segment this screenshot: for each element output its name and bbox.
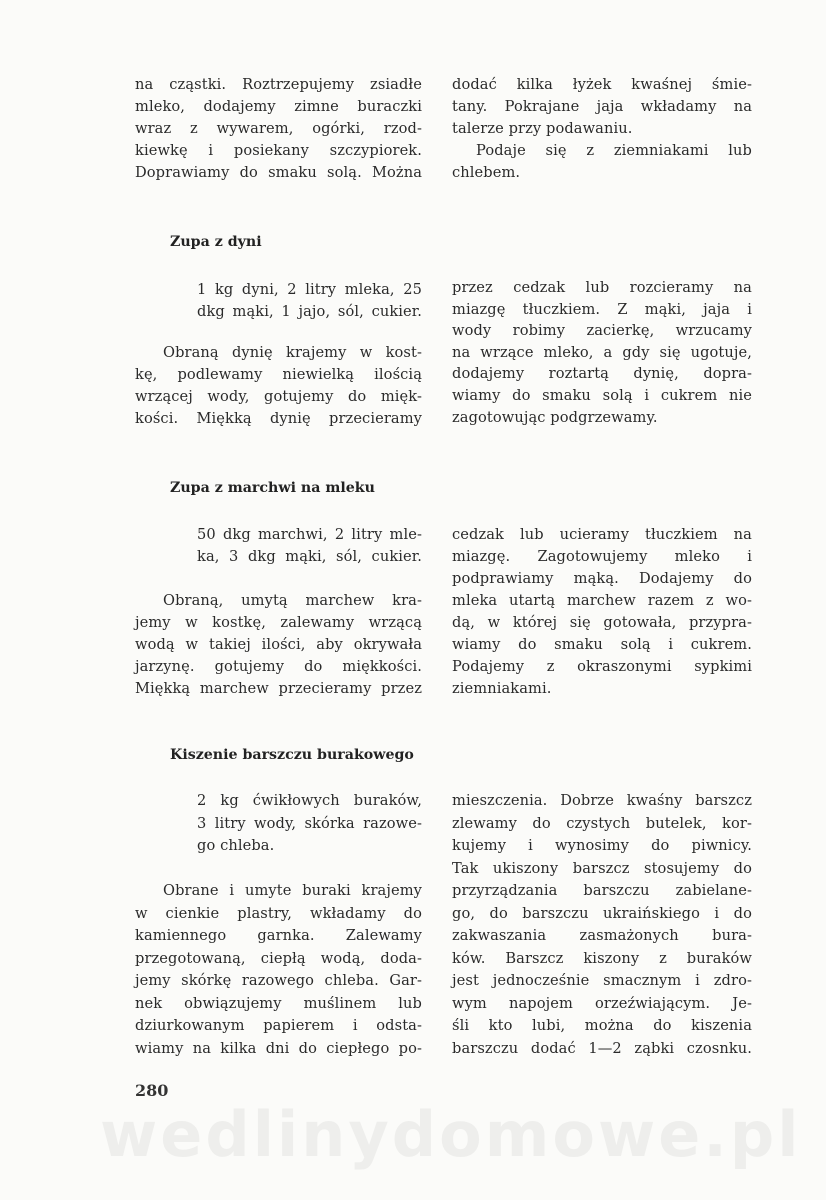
marchew-right-line: dą, w której się gotowała, przypra- xyxy=(452,614,752,631)
dynia-ingredients-line: 1 kg dyni, 2 litry mleka, 25 xyxy=(197,281,422,298)
barszcz-left-line: w cienkie plastry, wkładamy do xyxy=(135,904,422,922)
marchew-left-line: jemy w kostkę, zalewamy wrzącą xyxy=(135,614,422,631)
dynia-right-line: dodajemy roztartą dynię, dopra- xyxy=(452,365,752,383)
barszcz-left-line: kamiennego garnka. Zalewamy xyxy=(135,927,422,944)
barszcz-right-line: ków. Barszcz kiszony z buraków xyxy=(452,949,752,967)
dynia-right-line: zagotowując podgrzewamy. xyxy=(452,408,658,426)
top-left-line: wraz z wywarem, ogórki, rzod- xyxy=(135,120,422,137)
barszcz-right-line: barszczu dodać 1—2 ząbki czosnku. xyxy=(452,1039,752,1057)
barszcz-ingredients-line: 3 litry wody, skórka razowe- xyxy=(197,814,422,832)
barszcz-left-line: wiamy na kilka dni do ciepłego po- xyxy=(135,1039,422,1057)
marchew-right-line: cedzak lub ucieramy tłuczkiem na xyxy=(452,526,752,543)
marchew-right-line: ziemniakami. xyxy=(452,680,552,697)
top-right-line: talerze przy podawaniu. xyxy=(452,120,633,137)
barszcz-right-line: Tak ukiszony barszcz stosujemy do xyxy=(452,859,752,877)
marchew-ingredients-line: 50 dkg marchwi, 2 litry mle- xyxy=(197,526,422,543)
barszcz-right-line: śli kto lubi, można do kiszenia xyxy=(452,1017,752,1034)
marchew-left-line: Miękką marchew przecieramy przez xyxy=(135,680,422,697)
top-right-line: tany. Pokrajane jaja wkładamy na xyxy=(452,98,752,115)
marchew-right-line: podprawiamy mąką. Dodajemy do xyxy=(452,570,752,587)
dynia-left-line: kę, podlewamy niewielką ilością xyxy=(135,366,422,383)
marchew-left-line: jarzynę. gotujemy do miękkości. xyxy=(135,658,422,675)
barszcz-left-line: Obrane i umyte buraki krajemy xyxy=(163,882,422,899)
top-right-line: chlebem. xyxy=(452,164,521,181)
top-right-line: dodać kilka łyżek kwaśnej śmie- xyxy=(452,76,752,93)
marchew-right-line: Podajemy z okraszonymi sypkimi xyxy=(452,658,752,675)
marchew-right-line: miazgę. Zagotowujemy mleko i xyxy=(452,548,752,565)
top-left-line: kiewkę i posiekany szczypiorek. xyxy=(135,142,422,159)
marchew-left-line: Obraną, umytą marchew kra- xyxy=(163,592,422,609)
barszcz-ingredients-line: go chleba. xyxy=(197,837,275,854)
barszcz-left-line: dziurkowanym papierem i odsta- xyxy=(135,1017,422,1034)
dynia-ingredients-line: dkg mąki, 1 jajo, sól, cukier. xyxy=(197,303,422,320)
barszcz-left-line: jemy skórkę razowego chleba. Gar- xyxy=(135,972,422,989)
barszcz-ingredients-line: 2 kg ćwikłowych buraków, xyxy=(197,792,422,809)
dynia-right-line: wiamy do smaku solą i cukrem nie xyxy=(452,387,752,404)
dynia-right-line: przez cedzak lub rozcieramy na xyxy=(452,279,752,296)
barszcz-right-line: jest jednocześnie smacznym i zdro- xyxy=(452,972,752,989)
barszcz-right-line: przyrządzania barszczu zabielane- xyxy=(452,882,752,899)
top-left-line: mleko, dodajemy zimne buraczki xyxy=(135,98,422,115)
barszcz-right-line: zakwaszania zasmażonych bura- xyxy=(452,927,752,944)
marchew-ingredients-line: ka, 3 dkg mąki, sól, cukier. xyxy=(197,548,422,565)
top-left-line: na cząstki. Roztrzepujemy zsiadłe xyxy=(135,76,422,93)
marchew-right-line: wiamy do smaku solą i cukrem. xyxy=(452,636,752,653)
dynia-right-line: na wrzące mleko, a gdy się ugotuje, xyxy=(452,343,752,361)
barszcz-right-line: mieszczenia. Dobrze kwaśny barszcz xyxy=(452,792,752,809)
barszcz-right-line: wym napojem orzeźwiającym. Je- xyxy=(452,994,752,1012)
barszcz-right-line: kujemy i wynosimy do piwnicy. xyxy=(452,837,752,854)
barszcz-left-line: nek obwiązujemy muślinem lub xyxy=(135,994,422,1012)
dynia-left-line: Obraną dynię krajemy w kost- xyxy=(163,344,422,361)
page-number: 280 xyxy=(135,1081,169,1100)
barszcz-right-line: go, do barszczu ukraińskiego i do xyxy=(452,904,752,922)
recipe-title-zupa-z-marchwi: Zupa z marchwi na mleku xyxy=(170,480,375,496)
top-right-line: Podaje się z ziemniakami lub xyxy=(476,142,752,159)
recipe-title-kiszenie-barszczu: Kiszenie barszczu burakowego xyxy=(170,747,414,763)
dynia-left-line: wrzącej wody, gotujemy do mięk- xyxy=(135,388,422,405)
recipe-title-zupa-z-dyni: Zupa z dyni xyxy=(170,234,262,250)
watermark: wedlinydomowe.pl xyxy=(100,1098,802,1171)
barszcz-left-line: przegotowaną, ciepłą wodą, doda- xyxy=(135,949,422,967)
dynia-left-line: kości. Miękką dynię przecieramy xyxy=(135,410,422,427)
dynia-right-line: wody robimy zacierkę, wrzucamy xyxy=(452,322,752,340)
marchew-right-line: mleka utartą marchew razem z wo- xyxy=(452,592,752,609)
marchew-left-line: wodą w takiej ilości, aby okrywała xyxy=(135,636,422,653)
barszcz-right-line: zlewamy do czystych butelek, kor- xyxy=(452,814,752,832)
top-left-line: Doprawiamy do smaku solą. Można xyxy=(135,164,422,181)
dynia-right-line: miazgę tłuczkiem. Z mąki, jaja i xyxy=(452,300,752,318)
